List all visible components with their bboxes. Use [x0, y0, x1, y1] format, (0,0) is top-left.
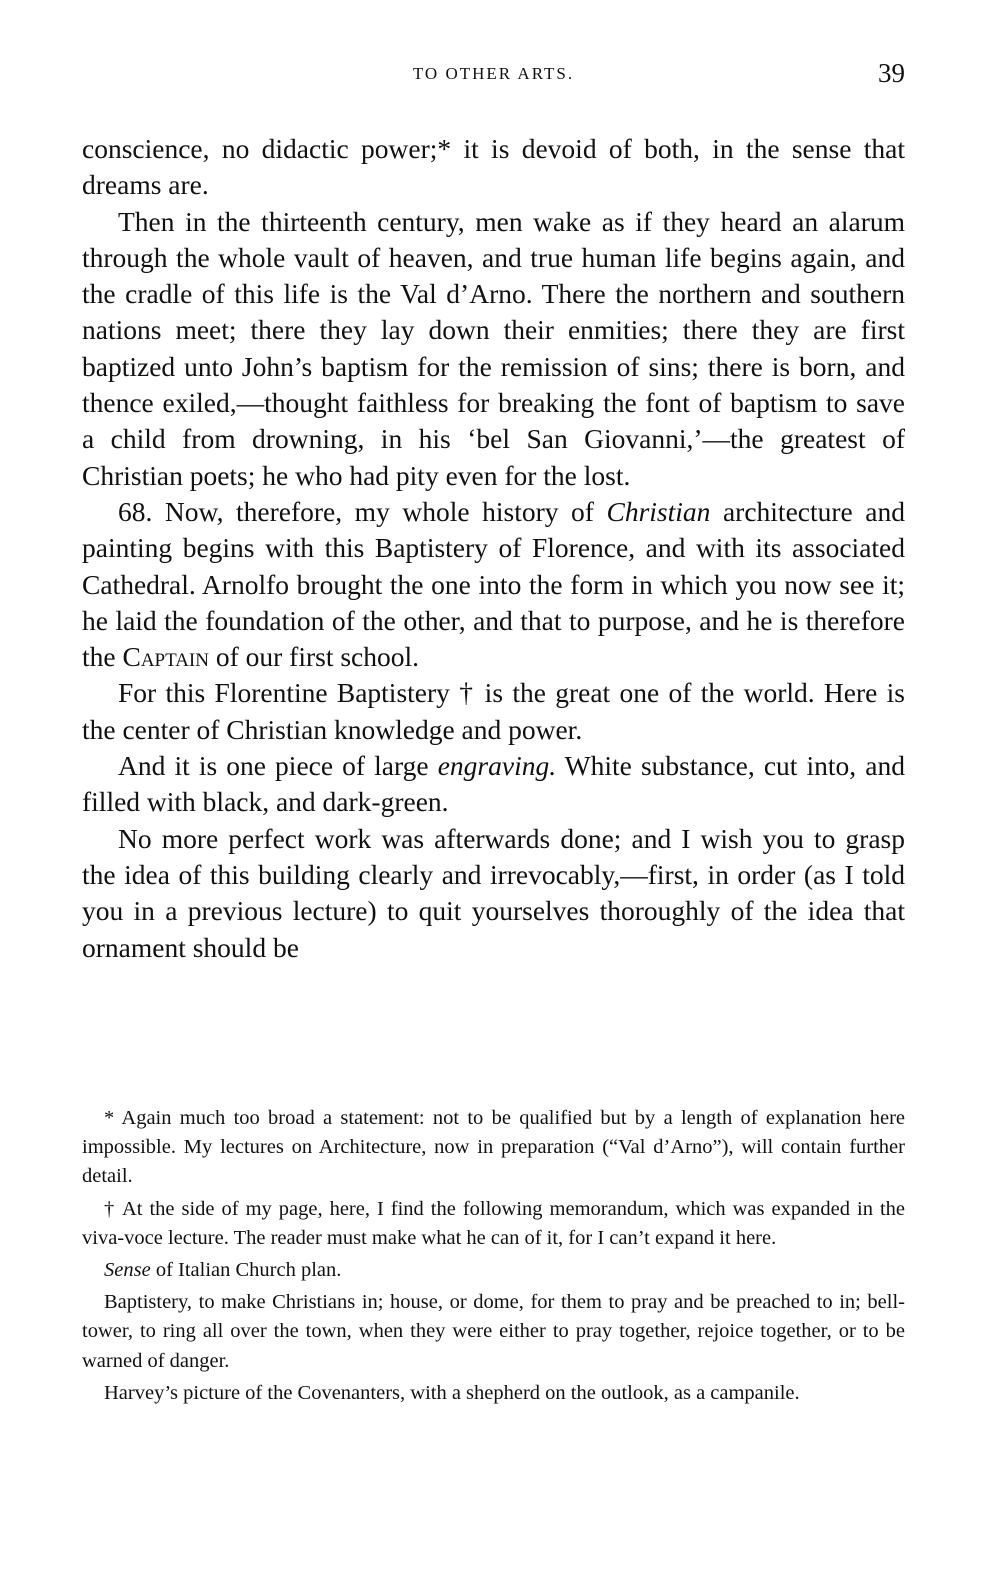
footnote-harvey: Harvey’s picture of the Covenanters, with a shepherd on the outlook, as a campanile. — [104, 1381, 800, 1404]
footnotes — [82, 1104, 905, 1408]
italic-christian: Christian — [606, 495, 711, 527]
paragraph-baptistery: For this Florentine Baptistery † is the great one of the world. Here is the center of Christian knowledge and power. — [82, 677, 905, 745]
paragraph-68-text-a: 68. Now, therefore, my whole history of — [118, 495, 607, 527]
paragraph-perfect-work: No more perfect work was afterwards done; and I wish you to grasp the idea of this building clearly and irrevocably,—first, in order (as I told you in a previous lecture) to quit yourselves thoroughly of the idea that ornament should be — [82, 822, 905, 963]
paragraph-continuation: conscience, no didactic power;* it is devoid of both, in the sense that dreams are. — [82, 133, 905, 201]
footnote-sense-text: of Italian Church plan. — [150, 1259, 342, 1282]
footnote-asterisk: * Again much too broad a statement: not to be qualified but by a length of explanation here impossible. My lectures on Architecture, now in preparation (“Val d’Arno”), will contain further detail. — [82, 1107, 905, 1188]
body-text — [82, 131, 905, 966]
small-caps-captain: Captain — [122, 641, 209, 673]
running-title: TO OTHER ARTS. — [412, 64, 575, 83]
paragraph-thirteenth-century: Then in the thirteenth century, men wake as if they heard an alarum through the whole vault of heaven, and true human life begins again, and the cradle of this life is the Val d’Arno. There the northern and southern nations meet; there they lay down their enmities; there they are first baptized unto John’s baptism for the remission of sins; there is born, and thence exiled,—thought faithless for breaking the font of baptism to save a child from drowning, in his ‘bel San Giovanni,’—the greatest of Christian poets; he who had pity even for the lost. — [82, 205, 905, 491]
paragraph-68-text-b: architecture and painting begins with this Baptistery of Florence, and with its associated Cathedral. Arnolfo brought the one into the form in which you now see it; he laid the foundation of the other, and that to purpose, and he is therefore the — [82, 495, 905, 673]
paragraph-engraving — [82, 748, 905, 821]
page-number: 39 — [878, 58, 905, 88]
paragraph-68 — [82, 494, 905, 675]
italic-sense: Sense — [104, 1259, 151, 1282]
footnote-dagger: † At the side of my page, here, I find the following memorandum, which was expanded in the viva-voce lecture. The reader must make what he can of it, for I can’t expand it here. — [82, 1197, 905, 1249]
footnote-baptistery-plan: Baptistery, to make Christians in; house, or dome, for them to pray and be preached to in; bell-tower, to ring all over the town, when they were either to pray together, rejoice together, or to be warned of danger. — [82, 1291, 905, 1372]
italic-engraving: engraving. — [437, 750, 557, 782]
engraving-text-b: White substance, cut into, and filled with black, and dark-green. — [82, 750, 905, 818]
footnote-sense — [82, 1256, 905, 1285]
engraving-text-a: And it is one piece of large — [118, 750, 438, 782]
paragraph-68-text-c: of our first school. — [208, 641, 420, 673]
running-head — [82, 58, 905, 94]
